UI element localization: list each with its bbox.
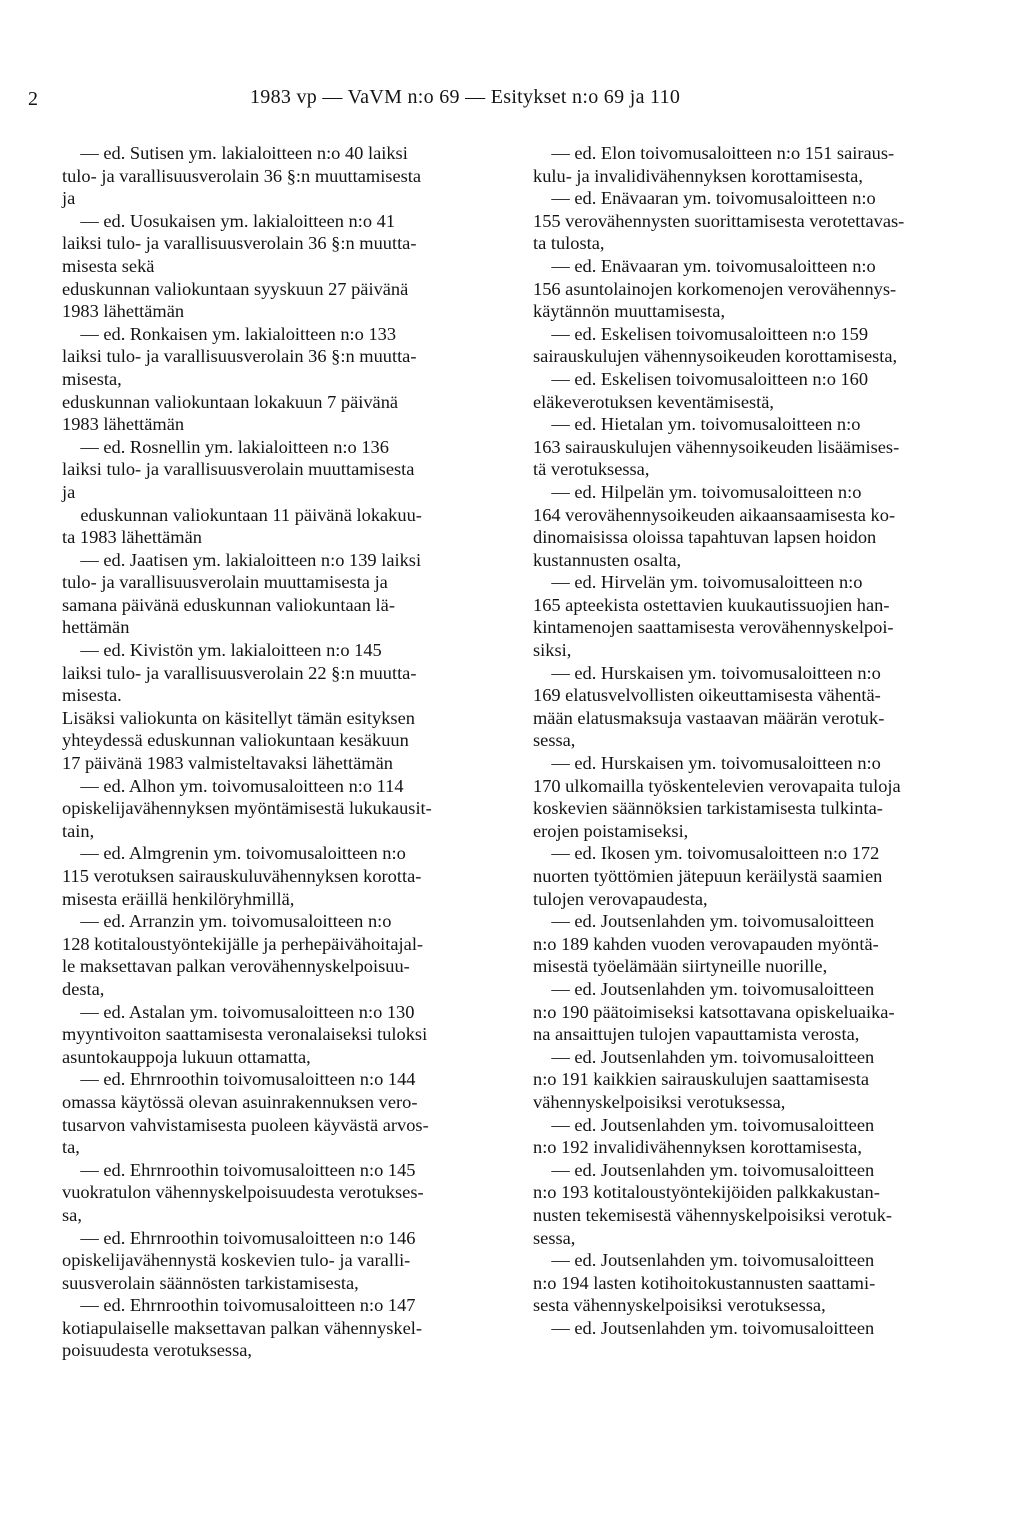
text-line: opiskelijavähennystä koskevien tulo- ja varalli- bbox=[62, 1250, 411, 1271]
text-line: dinomaisissa oloissa tapahtuvan lapsen hoidon bbox=[533, 527, 877, 548]
text-line: n:o 190 päätoimiseksi katsottavana opiskeluaika- bbox=[533, 1001, 895, 1022]
text-line: laiksi tulo- ja varallisuusverolain 36 §:n muutta- bbox=[62, 346, 417, 367]
text-line: 1983 lähettämän bbox=[62, 301, 185, 322]
text-line: — ed. Joutsenlahden ym. toivomusaloitteen bbox=[533, 1317, 875, 1338]
text-line: — ed. Eskelisen toivomusaloitteen n:o 159 bbox=[533, 323, 869, 344]
text-line: ta, bbox=[62, 1137, 80, 1158]
text-line: — ed. Kivistön ym. lakialoitteen n:o 145 bbox=[62, 640, 382, 661]
text-line: — ed. Enävaaran ym. toivomusaloitteen n:o bbox=[533, 188, 876, 209]
text-line: nusten tekemisestä vähennyskelpoisiksi verotuk- bbox=[533, 1204, 893, 1225]
text-line: 155 verovähennysten suorittamisesta verotettavas- bbox=[533, 210, 905, 231]
right-column bbox=[533, 142, 979, 1339]
text-line: — ed. Joutsenlahden ym. toivomusaloitteen bbox=[533, 1114, 875, 1135]
text-line: laiksi tulo- ja varallisuusverolain 36 §:n muutta- bbox=[62, 233, 417, 254]
text-line: — ed. Joutsenlahden ym. toivomusaloitteen bbox=[533, 911, 875, 932]
text-line: — ed. Hurskaisen ym. toivomusaloitteen n:o bbox=[533, 662, 881, 683]
text-line: n:o 192 invalidivähennyksen korottamisesta, bbox=[533, 1137, 862, 1158]
text-line: sessa, bbox=[533, 730, 576, 751]
text-line: omassa käytössä olevan asuinrakennuksen vero- bbox=[62, 1091, 418, 1112]
text-line: — ed. Ehrnroothin toivomusaloitteen n:o 145 bbox=[62, 1159, 416, 1180]
text-line: — ed. Eskelisen toivomusaloitteen n:o 160 bbox=[533, 368, 869, 389]
text-line: — ed. Almgrenin ym. toivomusaloitteen n:o bbox=[62, 843, 406, 864]
text-line: — ed. Joutsenlahden ym. toivomusaloitteen bbox=[533, 978, 875, 999]
text-line: — ed. Ehrnroothin toivomusaloitteen n:o 144 bbox=[62, 1069, 416, 1090]
text-line: ja bbox=[62, 481, 76, 502]
text-line: 156 asuntolainojen korkomenojen verovähennys- bbox=[533, 278, 897, 299]
text-line: koskevien säännöksien tarkistamisesta tulkinta- bbox=[533, 798, 883, 819]
text-line: 169 elatusvelvollisten oikeuttamisesta vähentä- bbox=[533, 685, 881, 706]
text-line: suusverolain säännösten tarkistamisesta, bbox=[62, 1272, 359, 1293]
text-line: misestä työelämään siirtyneille nuorille, bbox=[533, 956, 828, 977]
text-line: tain, bbox=[62, 820, 95, 841]
text-line: le maksettavan palkan verovähennyskelpoisuu- bbox=[62, 956, 410, 977]
text-line: 164 verovähennysoikeuden aikaansaamisesta ko- bbox=[533, 504, 896, 525]
text-line: na ansaittujen tulojen vapauttamista verosta, bbox=[533, 1024, 860, 1045]
text-line: — ed. Astalan ym. toivomusaloitteen n:o 130 bbox=[62, 1001, 415, 1022]
text-line: — ed. Joutsenlahden ym. toivomusaloitteen bbox=[533, 1046, 875, 1067]
text-line: 165 apteekista ostettavien kuukautissuojien han- bbox=[533, 594, 890, 615]
text-line: ja bbox=[62, 188, 76, 209]
text-line: mään elatusmaksuja vastaavan määrän verotuk- bbox=[533, 707, 885, 728]
text-line: asuntokauppoja lukuun ottamatta, bbox=[62, 1046, 311, 1067]
text-line: misesta eräillä henkilöryhmillä, bbox=[62, 888, 295, 909]
text-line: kintamenojen saattamisesta verovähennyskelpoi- bbox=[533, 617, 894, 638]
text-line: sesta vähennyskelpoisiksi verotuksessa, bbox=[533, 1295, 826, 1316]
text-line: — ed. Ehrnroothin toivomusaloitteen n:o 146 bbox=[62, 1227, 416, 1248]
text-line: opiskelijavähennyksen myöntämisestä lukukausit- bbox=[62, 798, 432, 819]
text-line: — ed. Joutsenlahden ym. toivomusaloitteen bbox=[533, 1159, 875, 1180]
text-line: vuokratulon vähennyskelpoisuudesta verotukses- bbox=[62, 1182, 424, 1203]
text-line: n:o 191 kaikkien sairauskulujen saattamisesta bbox=[533, 1069, 870, 1090]
text-line: — ed. Jaatisen ym. lakialoitteen n:o 139 laiksi bbox=[62, 549, 422, 570]
text-line: tulo- ja varallisuusverolain 36 §:n muuttamisesta bbox=[62, 165, 422, 186]
text-line: siksi, bbox=[533, 640, 572, 661]
text-line: — ed. Hietalan ym. toivomusaloitteen n:o bbox=[533, 414, 861, 435]
text-line: tusarvon vahvistamisesta puoleen käyvästä arvos- bbox=[62, 1114, 429, 1135]
text-line: 115 verotuksen sairauskuluvähennyksen korotta- bbox=[62, 866, 422, 886]
text-line: Lisäksi valiokunta on käsitellyt tämän esityksen bbox=[62, 707, 415, 728]
text-line: poisuudesta verotuksessa, bbox=[62, 1340, 253, 1361]
text-line: 17 päivänä 1983 valmisteltavaksi lähettämän bbox=[62, 753, 393, 774]
text-line: — ed. Enävaaran ym. toivomusaloitteen n:o bbox=[533, 255, 876, 276]
text-line: desta, bbox=[62, 978, 105, 999]
text-line: 128 kotitaloustyöntekijälle ja perhepäivähoitajal- bbox=[62, 933, 424, 954]
text-line: — ed. Sutisen ym. lakialoitteen n:o 40 laiksi bbox=[62, 143, 408, 163]
text-line: laiksi tulo- ja varallisuusverolain muuttamisesta bbox=[62, 459, 415, 480]
text-line: erojen poistamiseksi, bbox=[533, 820, 689, 841]
text-line: tulo- ja varallisuusverolain muuttamisesta ja bbox=[62, 572, 388, 593]
text-line: hettämän bbox=[62, 617, 130, 638]
text-line: — ed. Hirvelän ym. toivomusaloitteen n:o bbox=[533, 572, 863, 593]
running-header: 1983 vp — VaVM n:o 69 — Esitykset n:o 69 ja 110 bbox=[250, 86, 681, 108]
text-line: 1983 lähettämän bbox=[62, 414, 185, 435]
text-line: ta 1983 lähettämän bbox=[62, 527, 202, 548]
text-line: — ed. Ehrnroothin toivomusaloitteen n:o 147 bbox=[62, 1295, 416, 1316]
page-number: 2 bbox=[28, 88, 38, 110]
text-line: sessa, bbox=[533, 1227, 576, 1248]
text-line: sa, bbox=[62, 1204, 82, 1225]
text-line: sairauskulujen vähennysoikeuden korottamisesta, bbox=[533, 346, 898, 367]
text-line: n:o 193 kotitaloustyöntekijöiden palkkakustan- bbox=[533, 1182, 880, 1203]
text-line: käytännön muuttamisesta, bbox=[533, 301, 726, 322]
text-line: samana päivänä eduskunnan valiokuntaan lä- bbox=[62, 594, 395, 615]
text-line: — ed. Ikosen ym. toivomusaloitteen n:o 172 bbox=[533, 843, 880, 864]
text-line: 163 sairauskulujen vähennysoikeuden lisäämises- bbox=[533, 436, 900, 457]
text-line: kustannusten osalta, bbox=[533, 549, 682, 570]
text-line: eduskunnan valiokuntaan syyskuun 27 päivänä bbox=[62, 278, 409, 299]
text-line: myyntivoiton saattamisesta veronalaiseksi tuloksi bbox=[62, 1024, 428, 1045]
text-line: eduskunnan valiokuntaan lokakuun 7 päivänä bbox=[62, 391, 399, 412]
text-line: misesta. bbox=[62, 685, 122, 706]
text-line: n:o 194 lasten kotihoitokustannusten saattami- bbox=[533, 1272, 876, 1293]
text-line: — ed. Arranzin ym. toivomusaloitteen n:o bbox=[62, 911, 392, 932]
text-line: — ed. Rosnellin ym. lakialoitteen n:o 136 bbox=[62, 436, 389, 457]
text-line: tulojen verovapaudesta, bbox=[533, 888, 708, 909]
text-line: kulu- ja invalidivähennyksen korottamisesta, bbox=[533, 165, 863, 186]
text-line: vähennyskelpoisiksi verotuksessa, bbox=[533, 1091, 786, 1112]
text-line: 170 ulkomailla työskentelevien verovapaita tuloja bbox=[533, 775, 901, 796]
text-line: — ed. Alhon ym. toivomusaloitteen n:o 114 bbox=[62, 775, 404, 796]
text-line: — ed. Uosukaisen ym. lakialoitteen n:o 41 bbox=[62, 210, 396, 231]
text-line: — ed. Hurskaisen ym. toivomusaloitteen n:o bbox=[533, 753, 881, 774]
text-line: ta tulosta, bbox=[533, 233, 605, 254]
text-line: eduskunnan valiokuntaan 11 päivänä lokakuu- bbox=[62, 504, 422, 525]
text-line: kotiapulaiselle maksettavan palkan vähennyskel- bbox=[62, 1317, 423, 1338]
text-line: — ed. Joutsenlahden ym. toivomusaloitteen bbox=[533, 1250, 875, 1271]
text-line: n:o 189 kahden vuoden verovapauden myöntä- bbox=[533, 933, 879, 954]
text-line: misesta, bbox=[62, 368, 122, 389]
text-line: tä verotuksessa, bbox=[533, 459, 650, 480]
text-line: nuorten työttömien jätepuun keräilystä saamien bbox=[533, 866, 883, 886]
text-line: — ed. Ronkaisen ym. lakialoitteen n:o 133 bbox=[62, 323, 397, 344]
text-line: — ed. Elon toivomusaloitteen n:o 151 sairaus- bbox=[533, 143, 895, 163]
text-line: misesta sekä bbox=[62, 255, 155, 276]
text-line: — ed. Hilpelän ym. toivomusaloitteen n:o bbox=[533, 481, 862, 502]
left-column bbox=[62, 142, 496, 1362]
text-line: laiksi tulo- ja varallisuusverolain 22 §:n muutta- bbox=[62, 662, 417, 683]
text-line: eläkeverotuksen keventämisestä, bbox=[533, 391, 775, 412]
text-line: yhteydessä eduskunnan valiokuntaan kesäkuun bbox=[62, 730, 409, 751]
